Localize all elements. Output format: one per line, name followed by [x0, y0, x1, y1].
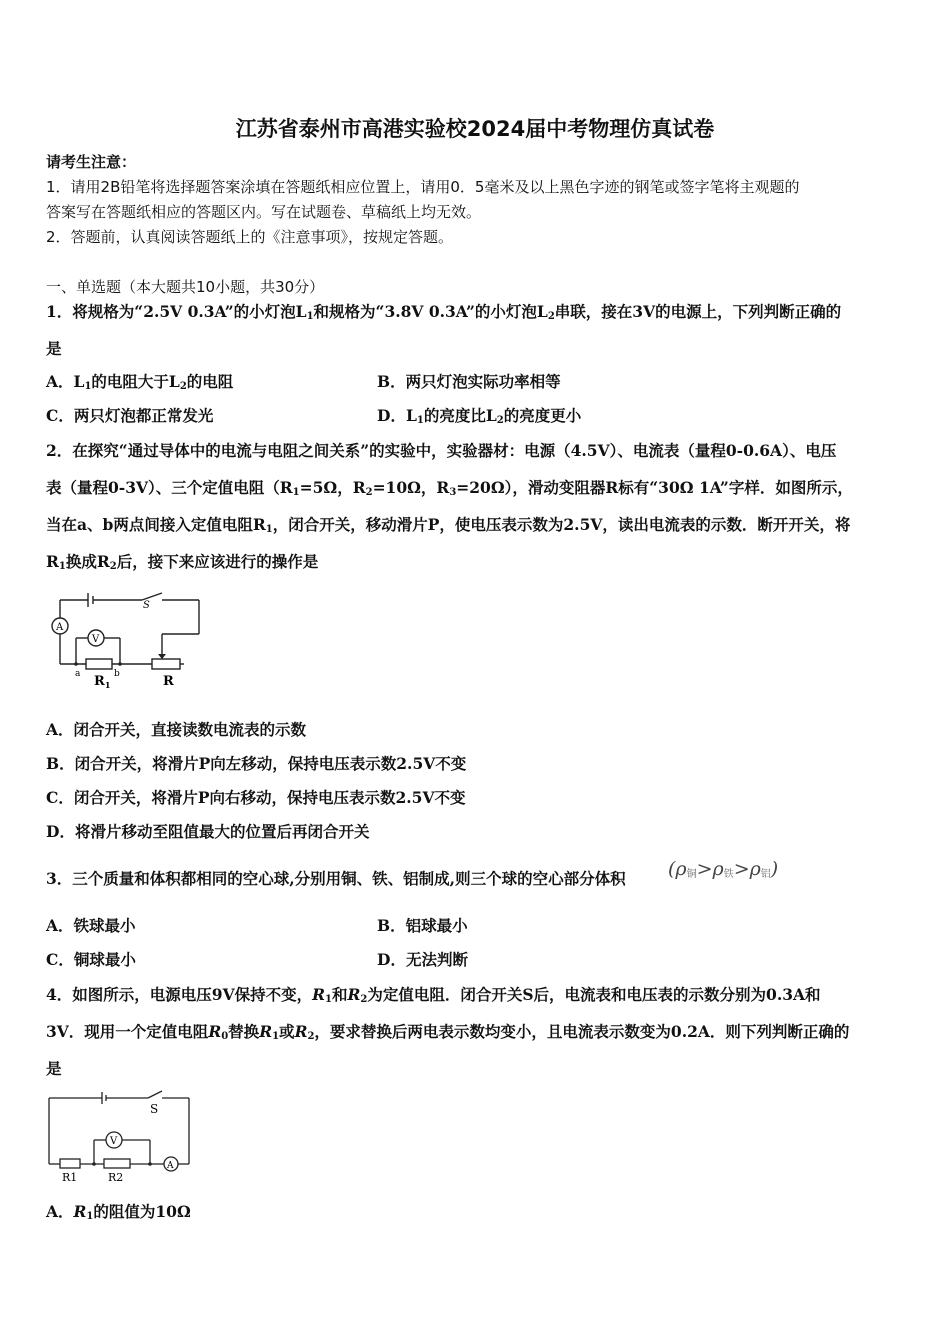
q1-option-d: D．$L_1$的亮度比$L_2$的亮度更小 [377, 406, 582, 426]
q2-stem-line-3: 当在a、b两点间接入定值电阻$R_1$，闭合开关，移动滑片P，使电压表示数为2.5V，读出电流表的示数．断开开关，将 [46, 515, 851, 535]
q1-stem-line-1: 1．将规格为“2.5V 0.3A”的小灯泡$L_1$和规格为“3.8V 0.3A”的小灯泡$L_2$串联，接在3V的电源上，下列判断正确的 [46, 302, 842, 322]
q2-option-a: A．闭合开关，直接读数电流表的示数 [46, 720, 307, 739]
q4-switch-label: S [150, 1102, 159, 1116]
q2-circuit-diagram [44, 588, 214, 690]
q2-point-b: b [114, 669, 120, 679]
q4-stem-line-1: 4．如图所示，电源电压9V保持不变，$R_1$和$R_2$为定值电阻．闭合开关S后，电流表和电压表的示数分别为0.3A和 [46, 985, 821, 1005]
q3-stem: 3．三个质量和体积都相同的空心球,分别用铜、铁、铝制成,则三个球的空心部分体积 [46, 869, 626, 888]
ammeter-icon: A [167, 1161, 174, 1171]
q2-stem-line-1: 2．在探究“通过导体中的电流与电阻之间关系”的实验中，实验器材：电源（4.5V）、电流表（量程0-0.6A）、电压 [46, 441, 837, 460]
q3-option-d: D．无法判断 [377, 950, 468, 969]
voltmeter-icon: V [92, 634, 100, 645]
q1-stem-line-2: 是 [46, 339, 62, 358]
q3-option-b: B．铝球最小 [377, 916, 468, 935]
notice-heading: 请考生注意： [46, 153, 137, 171]
q3-option-a: A．铁球最小 [46, 916, 136, 935]
q1-option-a: A．$L_1$的电阻大于$L_2$的电阻 [46, 372, 234, 392]
q4-r1-label: R1 [62, 1171, 78, 1184]
q2-option-b: B．闭合开关，将滑片P向左移动，保持电压表示数2.5V不变 [46, 754, 467, 773]
q2-option-d: D．将滑片移动至阻值最大的位置后再闭合开关 [46, 822, 370, 841]
ammeter-icon: A [56, 622, 64, 633]
q2-option-c: C．闭合开关，将滑片P向右移动，保持电压表示数2.5V不变 [46, 788, 466, 807]
notice-item-1-line-2: 答案写在答题纸相应的答题区内。写在试题卷、草稿纸上均无效。 [46, 203, 482, 221]
q4-stem-line-2: 3V．现用一个定值电阻$R_0$替换$R_1$或$R_2$，要求替换后两电表示数均变小，且电流表示数变为0.2A．则下列判断正确的 [46, 1022, 850, 1042]
switch-icon [142, 593, 162, 600]
page-title: 江苏省泰州市高港实验校2024届中考物理仿真试卷 [235, 117, 715, 141]
voltmeter-icon: V [110, 1136, 118, 1147]
notice-item-2: 2．答题前，认真阅读答题纸上的《注意事项》，按规定答题。 [46, 228, 454, 246]
q2-switch-label: S [143, 600, 150, 611]
q2-stem-line-2: 表（量程0-3V）、三个定值电阻（$R_1=5\Omega$，$R_2=10\Omega$，$R_3=20\Omega$），滑动变阻器R标有“30Ω 1A”字样．如图所示， [46, 478, 853, 498]
notice-item-1-line-1: 1．请用2B铅笔将选择题答案涂填在答题纸相应位置上，请用0．5毫米及以上黑色字迹的钢笔或签字笔将主观题的 [46, 178, 800, 196]
q2-r1-label: $R_1$ [94, 674, 111, 690]
q4-option-a: A．$R_1$的阻值为10Ω [46, 1202, 191, 1222]
q1-option-b: B．两只灯泡实际功率相等 [377, 372, 561, 391]
q2-r-label: R [163, 674, 174, 689]
q1-option-c: C．两只灯泡都正常发光 [46, 406, 214, 425]
q3-option-c: C．铜球最小 [46, 950, 136, 969]
q4-r2-label: R2 [108, 1171, 124, 1184]
q2-point-a: a [75, 669, 81, 679]
q2-stem-line-4: $R_1$换成$R_2$后，接下来应该进行的操作是 [46, 552, 319, 572]
q4-stem-line-3: 是 [46, 1059, 62, 1078]
q3-density-formula: $(\rho_铜>\rho_铁>\rho_铝)$ [668, 858, 779, 880]
q4-circuit-diagram [44, 1088, 194, 1184]
switch-icon [148, 1091, 162, 1098]
section-heading: 一、单选题（本大题共10小题，共30分） [46, 278, 325, 296]
